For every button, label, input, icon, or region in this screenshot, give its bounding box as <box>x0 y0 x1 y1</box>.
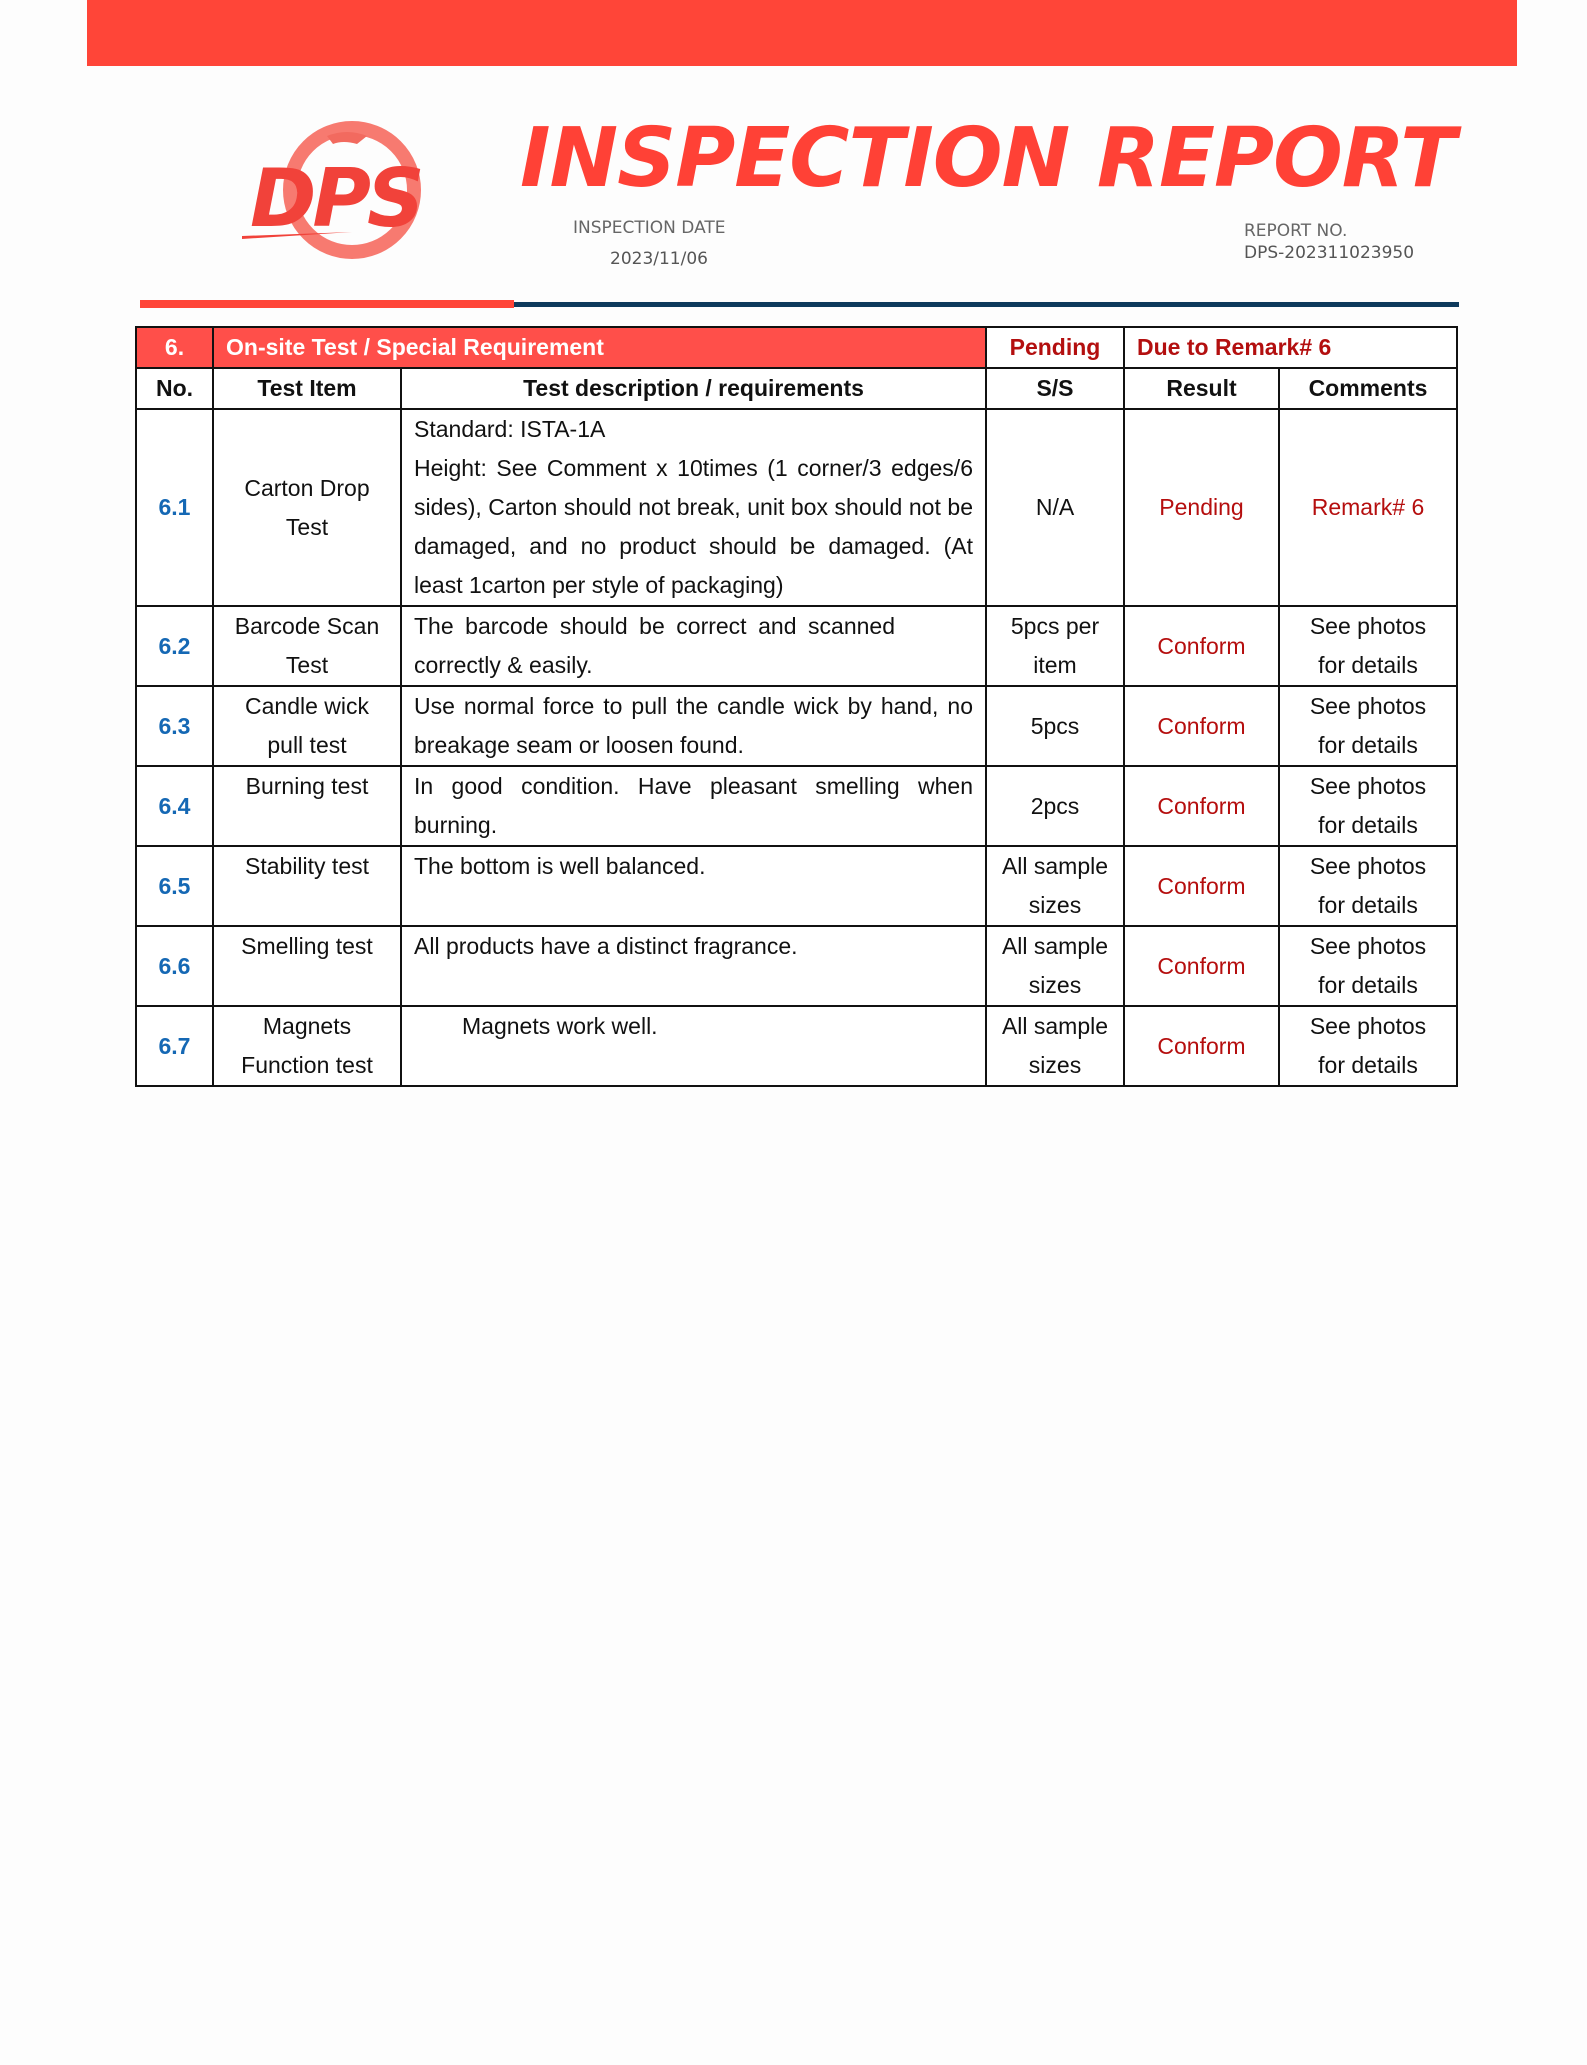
report-title: INSPECTION REPORT <box>520 111 1456 206</box>
section-header-row <box>136 327 1457 368</box>
row-description: All products have a distinct fragrance. <box>401 926 986 1006</box>
inspection-date-value: 2023/11/06 <box>610 249 708 269</box>
row-result: Conform <box>1124 766 1279 846</box>
row-sample-size: All sample sizes <box>986 926 1124 1006</box>
col-header-ss: S/S <box>986 368 1124 409</box>
row-no: 6.2 <box>136 606 213 686</box>
row-no: 6.7 <box>136 1006 213 1086</box>
row-comment: See photos for details <box>1279 606 1457 686</box>
table-row <box>136 606 1457 686</box>
inspection-date-label: INSPECTION DATE <box>573 218 726 238</box>
report-no-label: REPORT NO. <box>1244 221 1348 241</box>
divider-red-segment <box>140 300 514 308</box>
row-result: Conform <box>1124 606 1279 686</box>
row-description: Magnets work well. <box>401 1006 986 1086</box>
row-result: Conform <box>1124 926 1279 1006</box>
row-test-item: Barcode Scan Test <box>213 606 401 686</box>
col-header-item: Test Item <box>213 368 401 409</box>
row-no: 6.6 <box>136 926 213 1006</box>
row-test-item: Magnets Function test <box>213 1006 401 1086</box>
report-no-value: DPS-202311023950 <box>1244 243 1415 263</box>
row-test-item: Carton Drop Test <box>213 409 401 606</box>
row-description-text: Height: See Comment x 10times (1 corner/3 edges/6 sides), Carton should not break, unit box should not be damaged, and no product should be damaged. (At least 1carton per style of packaging) <box>414 455 973 598</box>
row-result: Conform <box>1124 686 1279 766</box>
col-header-comments: Comments <box>1279 368 1457 409</box>
row-test-item: Burning test <box>213 766 401 846</box>
table-row <box>136 926 1457 1006</box>
row-sample-size: N/A <box>986 409 1124 606</box>
col-header-result: Result <box>1124 368 1279 409</box>
row-sample-size: All sample sizes <box>986 1006 1124 1086</box>
section-remark: Due to Remark# 6 <box>1124 327 1457 368</box>
row-sample-size: 5pcs per item <box>986 606 1124 686</box>
section-title <box>213 327 986 368</box>
row-description-standard: Standard: ISTA-1A <box>414 416 606 442</box>
row-comment: See photos for details <box>1279 926 1457 1006</box>
row-no: 6.1 <box>136 409 213 606</box>
section-number: 6. <box>136 327 213 368</box>
row-result: Conform <box>1124 1006 1279 1086</box>
row-sample-size: 2pcs <box>986 766 1124 846</box>
row-comment: See photos for details <box>1279 766 1457 846</box>
row-test-item: Stability test <box>213 846 401 926</box>
row-no: 6.4 <box>136 766 213 846</box>
section-status: Pending <box>986 327 1124 368</box>
col-header-no: No. <box>136 368 213 409</box>
table-row <box>136 409 1457 606</box>
row-test-item: Candle wick pull test <box>213 686 401 766</box>
row-description: In good condition. Have pleasant smelling when burning. <box>401 766 986 846</box>
table-row <box>136 846 1457 926</box>
row-comment: See photos for details <box>1279 1006 1457 1086</box>
divider-navy-segment <box>514 302 1459 307</box>
row-test-item: Smelling test <box>213 926 401 1006</box>
row-comment: See photos for details <box>1279 846 1457 926</box>
row-description <box>401 409 986 606</box>
table-row <box>136 1006 1457 1086</box>
row-description: The bottom is well balanced. <box>401 846 986 926</box>
row-no: 6.5 <box>136 846 213 926</box>
row-no: 6.3 <box>136 686 213 766</box>
top-banner-bar <box>87 0 1517 66</box>
inspection-table <box>135 326 1458 1087</box>
row-result: Pending <box>1124 409 1279 606</box>
row-comment: Remark# 6 <box>1279 409 1457 606</box>
row-sample-size: All sample sizes <box>986 846 1124 926</box>
col-header-description: Test description / requirements <box>401 368 986 409</box>
row-description: Use normal force to pull the candle wick by hand, no breakage seam or loosen found. <box>401 686 986 766</box>
row-description: The barcode should be correct and scanned correctly & easily. <box>401 606 986 686</box>
section-title-text: On-site Test / Special Requirement <box>226 334 604 360</box>
dps-logo <box>232 118 442 268</box>
logo-text: DPS <box>250 152 421 245</box>
table-row <box>136 766 1457 846</box>
row-result: Conform <box>1124 846 1279 926</box>
table-row <box>136 686 1457 766</box>
row-sample-size: 5pcs <box>986 686 1124 766</box>
column-header-row <box>136 368 1457 409</box>
row-comment: See photos for details <box>1279 686 1457 766</box>
